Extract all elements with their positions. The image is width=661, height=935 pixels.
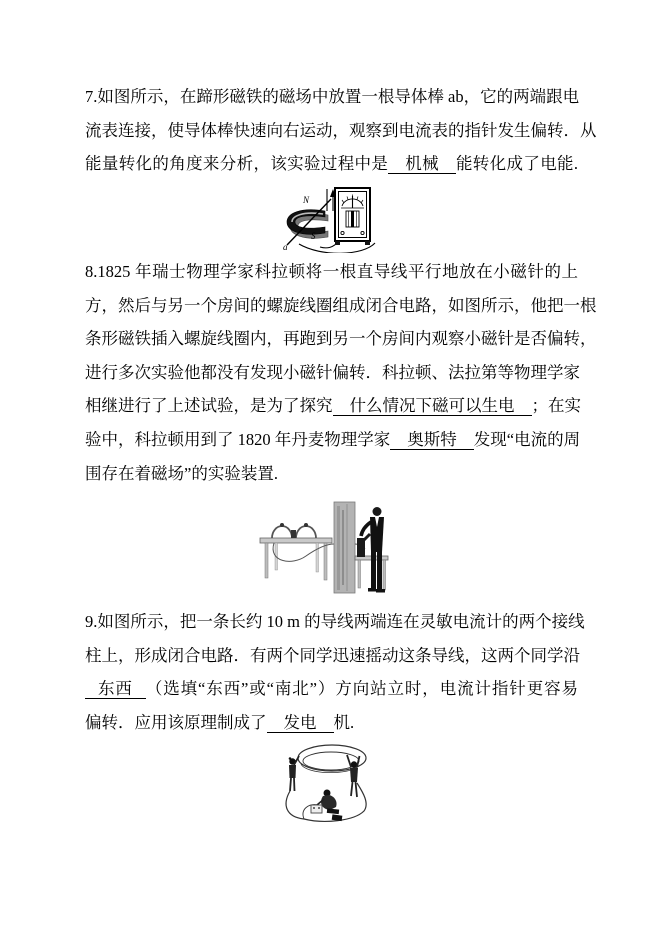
q8-line-5 <box>85 389 581 423</box>
figure-q9-swinging-wire <box>280 741 382 828</box>
q8-line-3: 条形磁铁插入螺旋线圈内，再跑到另一个房间内观察小磁针是否偏转， <box>85 329 597 349</box>
q8-line-1: 8.1825 年瑞士物理学家科拉顿将一根直导线平行地放在小磁针的上 <box>85 262 578 281</box>
q9-line-1: 9.如图所示，把一条长约 10 m 的导线两端连在灵敏电流计的两个接线 <box>85 612 585 631</box>
label-a: a <box>283 242 288 252</box>
q9-line4-post: 机. <box>333 712 355 732</box>
q8-line-2: 方，然后与另一个房间的螺旋线圈组成闭合电路，如图所示，他把一根 <box>85 295 597 315</box>
left-student <box>289 756 299 791</box>
figure-q8-colladon-experiment <box>258 500 396 595</box>
q9-answer-blank-2: 发电 <box>267 713 334 733</box>
question-7 <box>85 80 597 181</box>
q7-answer-blank: 机械 <box>388 154 456 174</box>
q7-line-3 <box>85 147 578 181</box>
school-bag <box>332 814 343 821</box>
question-8 <box>85 255 597 490</box>
q8-line5-post: ；在实 <box>531 396 581 416</box>
q8-answer-blank-1: 什么情况下磁可以生电 <box>333 396 532 416</box>
coil-apparatus <box>272 523 316 538</box>
q7-line-2: 流表连接，使导体棒快速向右运动，观察到电流表的指针发生偏转．从 <box>85 120 597 140</box>
q9-line-2: 柱上，形成闭合电路．有两个同学迅速摇动这条导线，这两个同学沿 <box>85 645 580 665</box>
q8-line6-post: 发现“电流的周 <box>473 429 581 449</box>
q8-line-4: 进行多次实验他都没有发现小磁针偏转．科拉顿、法拉第等物理学家 <box>85 362 580 382</box>
figure-q7-magnet-galvanometer <box>283 187 399 253</box>
q9-answer-blank-1: 东西 <box>85 679 146 699</box>
q9-line-3 <box>85 672 578 706</box>
q8-answer-blank-2: 奥斯特 <box>390 430 474 450</box>
q8-line-7: 围存在着磁场”的实验装置. <box>85 463 278 483</box>
q8-line6-pre: 验中，科拉顿用到了 1820 年丹麦物理学家 <box>85 429 391 449</box>
q7-line3-post: 能转化成了电能. <box>455 154 579 174</box>
q8-line5-pre: 相继进行了上述试验，是为了探究 <box>85 396 333 416</box>
right-student <box>347 755 360 797</box>
q9-line-4 <box>85 706 578 740</box>
galvanometer-icon <box>335 188 370 245</box>
q9-line3-post: （选填“东西”或“南北”）方向站立时，电流计指针更容易 <box>145 679 579 699</box>
wall-column <box>334 502 355 593</box>
q7-line3-pre: 能量转化的角度来分析，该实验过程中是 <box>85 154 389 174</box>
label-s: S <box>311 231 316 241</box>
left-table <box>260 538 332 580</box>
q9-line4-pre: 偏转．应用该原理制成了 <box>85 712 267 732</box>
question-9 <box>85 605 585 739</box>
galvanometer-box <box>311 805 322 813</box>
q8-line-6 <box>85 423 581 457</box>
q7-line-1: 7.如图所示，在蹄形磁铁的磁场中放置一根导体棒 ab，它的两端跟电 <box>85 87 580 106</box>
label-n: N <box>303 195 310 205</box>
